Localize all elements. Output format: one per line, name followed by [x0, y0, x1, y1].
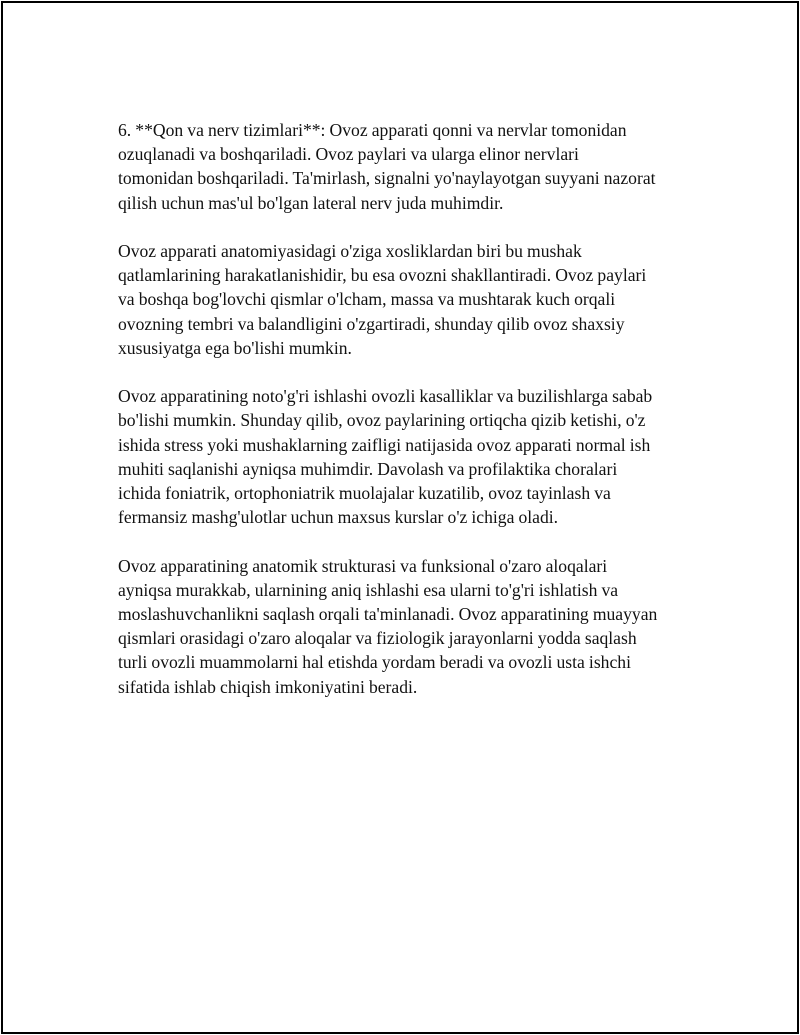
text-line: qatlamlarining harakatlanishidir, bu esa ovozni shakllantiradi. Ovoz paylari	[118, 265, 647, 286]
text-line: ovozning tembri va balandligini o'zgartiradi, shunday qilib ovoz shaxsiy	[118, 313, 625, 334]
text-line: sifatida ishlab chiqish imkoniyatini beradi.	[118, 676, 418, 697]
text-line: xususiyatga ega bo'lishi mumkin.	[118, 337, 352, 358]
text-line: ichida foniatrik, ortophoniatrik muolajalar kuzatilib, ovoz tayinlash va	[118, 483, 611, 504]
text-line: qismlari orasidagi o'zaro aloqalar va fiziologik jarayonlarni yodda saqlash	[118, 628, 637, 649]
text-line: ozuqlanadi va boshqariladi. Ovoz paylari va ularga elinor nervlari	[118, 144, 579, 165]
paragraph-nervous-system	[118, 118, 718, 215]
paragraph-disorders	[118, 384, 718, 529]
text-line: ishida stress yoki mushaklarning zaifligi natijasida ovoz apparati normal ish	[118, 434, 651, 455]
text-line: ayniqsa murakkab, ularnining aniq ishlashi esa ularni to'g'ri ishlatish va	[118, 579, 619, 600]
text-line: Ovoz apparatining anatomik strukturasi va funksional o'zaro aloqalari	[118, 555, 608, 576]
text-line: bo'lishi mumkin. Shunday qilib, ovoz paylarining ortiqcha qizib ketishi, o'z	[118, 410, 646, 431]
text-line: muhiti saqlanishi ayniqsa muhimdir. Davolash va profilaktika choralari	[118, 458, 618, 479]
paragraph-structure-summary	[118, 554, 718, 699]
text-line: moslashuvchanlikni saqlash orqali ta'minlanadi. Ovoz apparatining muayyan	[118, 604, 658, 625]
text-line: tomonidan boshqariladi. Ta'mirlash, signalni yo'naylayotgan suyyani nazorat	[118, 168, 656, 189]
text-line: va boshqa bog'lovchi qismlar o'lcham, massa va mushtarak kuch orqali	[118, 289, 616, 310]
text-line: fermansiz mashg'ulotlar uchun maxsus kurslar o'z ichiga oladi.	[118, 507, 559, 528]
text-line: qilish uchun mas'ul bo'lgan lateral nerv juda muhimdir.	[118, 192, 504, 213]
paragraph-anatomy-features	[118, 239, 718, 360]
text-line: 6. **Qon va nerv tizimlari**: Ovoz apparati qonni va nervlar tomonidan	[118, 120, 627, 140]
text-line: turli ovozli muammolarni hal etishda yordam beradi va ovozli usta ishchi	[118, 652, 631, 673]
text-line: Ovoz apparatining noto'g'ri ishlashi ovozli kasalliklar va buzilishlarga sabab	[118, 386, 653, 407]
text-line: Ovoz apparati anatomiyasidagi o'ziga xosliklardan biri bu mushak	[118, 241, 582, 261]
document-body	[118, 118, 718, 723]
